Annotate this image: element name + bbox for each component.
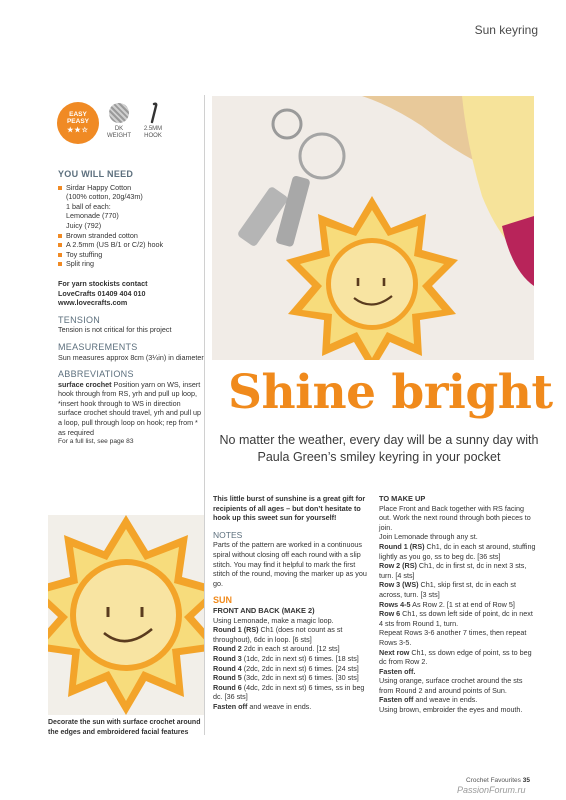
hook-size-line1: 2.5MM — [143, 126, 163, 132]
measurements-heading: MEASUREMENTS — [58, 341, 138, 352]
photo-caption: Decorate the sun with surface crochet around the edges and embroidered facial features — [48, 719, 201, 736]
running-header: Sun keyring — [474, 23, 538, 37]
left-column — [58, 170, 204, 447]
tension-text: Tension is not critical for this project — [58, 325, 172, 335]
make-up-join: Join Lemonade through any st. — [379, 532, 478, 542]
abbreviations-heading: ABBREVIATIONS — [58, 369, 134, 380]
sun-closeup-photo — [48, 515, 204, 715]
stockists — [58, 279, 204, 308]
materials-item-text: Split ring — [66, 259, 94, 269]
pattern-column-left — [213, 494, 370, 711]
sun-lead: Using Lemonade, make a magic loop. — [213, 615, 334, 625]
make-up-lead: Place Front and Back together with RS facing out. Work the next round through both pieces to join. — [379, 503, 531, 532]
brown-instruction: Using brown, embroider the eyes and mouth. — [379, 705, 523, 715]
yarn-weight-line2: WEIGHT — [107, 133, 131, 139]
pattern-round: Round 1 (RS) Ch1 (does not count as st throughout), 6dc in loop. [6 sts] — [213, 625, 343, 644]
pattern-row: Row 2 (RS) Ch1, dc in first st, dc in next 3 sts, turn. [4 sts] — [379, 561, 527, 580]
materials-item — [58, 231, 204, 241]
pattern-round: Round 3 (1dc, 2dc in next st) 6 times. [18 sts] — [213, 653, 359, 663]
materials-item-text: Brown stranded cotton — [66, 230, 138, 240]
difficulty-line1: EASY — [69, 111, 87, 118]
yarn-weight-label — [104, 126, 134, 140]
hook-size-label — [138, 126, 168, 140]
stockists-line2: LoveCrafts 01409 404 010 — [58, 288, 146, 298]
intro-text: This little burst of sunshine is a great gift for recipients of all ages – but don’t hesitate to hook up this sweet sun for yourself! — [213, 494, 366, 523]
materials-item-text: A 2.5mm (US B/1 or C/2) hook — [66, 240, 164, 250]
abbreviation-definition: Position yarn on WS, insert hook through from RS, yrh and pull up loop, *insert hook through to WS in direction surface crochet should travel, yrh and pull up a loop, pull through loop on hook; rep from * as required — [58, 379, 202, 437]
fasten-off-2: Fasten off and weave in ends. — [379, 695, 478, 705]
yarn-detail: Juicy (792) — [66, 220, 102, 230]
materials-list — [58, 183, 204, 269]
tension-heading: TENSION — [58, 314, 101, 325]
page-footer — [466, 777, 530, 784]
make-up-heading: TO MAKE UP — [379, 494, 426, 503]
materials-item — [58, 183, 204, 193]
yarn-detail: Lemonade (770) — [66, 211, 119, 221]
you-will-need-heading: YOU WILL NEED — [58, 169, 134, 179]
yarn-detail: (100% cotton, 20g/43m) — [66, 192, 143, 202]
sun-subheading: FRONT AND BACK (MAKE 2) — [213, 605, 315, 615]
difficulty-badge — [57, 102, 99, 144]
pattern-round: Round 5 (3dc, 2dc in next st) 6 times. [30 sts] — [213, 673, 359, 683]
watermark: PassionForum.ru — [457, 785, 526, 795]
materials-item — [58, 250, 204, 260]
next-row: Next row Ch1, ss down edge of point, ss to beg dc from Row 2. — [379, 647, 532, 667]
materials-item — [58, 240, 204, 250]
materials-item-text: Toy stuffing — [66, 249, 103, 259]
yarn-ball-icon — [109, 103, 129, 123]
yarn-weight-line1: DK — [114, 126, 124, 132]
abbreviations-more: For a full list, see page 83 — [58, 438, 134, 446]
yarn-detail: 1 ball of each: — [66, 201, 111, 211]
difficulty-stars: ★★☆ — [67, 127, 89, 134]
pattern-row: Rows 4-5 As Row 2. [1 st at end of Row 5] — [379, 599, 515, 609]
pattern-row: Round 1 (RS) Ch1, dc in each st around, stuffing lightly as you go, ss to beg dc. [36 sts] — [379, 541, 536, 561]
notes-text: Parts of the pattern are worked in a continuous spiral without closing off each round with a slip stitch. You may find it helpful to mark the first stitch of the round, moving the marker up as you go. — [213, 540, 367, 588]
magazine-name: Crochet Favourites — [466, 777, 521, 784]
bullet-square-icon — [58, 262, 62, 266]
article-title: Shine bright — [228, 365, 553, 420]
pattern-row: Row 3 (WS) Ch1, skip first st, dc in each st across, turn. [3 sts] — [379, 580, 516, 599]
sun-fasten-off: Fasten off and weave in ends. — [213, 701, 312, 711]
bullet-square-icon — [58, 234, 62, 238]
column-divider — [204, 95, 205, 735]
repeat-instruction: Repeat Rows 3-6 another 7 times, then repeat Rows 3-5. — [379, 628, 527, 647]
hook-size-line2: HOOK — [144, 133, 162, 139]
abbreviation-entry — [58, 380, 204, 438]
pattern-column-right — [379, 494, 537, 715]
fasten-off-1: Fasten off. — [379, 666, 416, 676]
crochet-hook-icon — [145, 102, 161, 124]
bullet-square-icon — [58, 253, 62, 257]
abbreviation-term: surface crochet — [58, 379, 112, 389]
difficulty-line2: PEASY — [66, 118, 90, 125]
pattern-row: Row 6 Ch1, ss down left side of point, dc in next 4 sts from Round 1, turn. — [379, 609, 533, 628]
bullet-square-icon — [58, 243, 62, 247]
materials-item-text: Sirdar Happy Cotton — [66, 182, 132, 192]
orange-instruction: Using orange, surface crochet around the sts from Round 2 and around points of Sun. — [379, 676, 523, 695]
page-number: 35 — [522, 777, 530, 784]
materials-item — [58, 259, 204, 269]
bullet-square-icon — [58, 186, 62, 190]
notes-heading: NOTES — [213, 529, 243, 540]
measurements-text: Sun measures approx 8cm (3¼in) in diameter — [58, 352, 204, 362]
stockists-url[interactable]: www.lovecrafts.com — [58, 298, 128, 308]
article-subtitle: No matter the weather, every day will be a sunny day with Paula Green’s smiley keyring in your pocket — [219, 433, 539, 464]
pattern-round: Round 4 (2dc, 2dc in next st) 6 times. [24 sts] — [213, 663, 359, 673]
sun-heading: SUN — [213, 595, 233, 606]
sun-keyring-photo — [212, 96, 534, 360]
pattern-round: Round 2 2dc in each st around. [12 sts] — [213, 644, 340, 654]
stockists-line1: For yarn stockists contact — [58, 278, 148, 288]
pattern-round: Round 6 (4dc, 2dc in next st) 6 times, ss in beg dc. [36 sts] — [213, 682, 365, 702]
